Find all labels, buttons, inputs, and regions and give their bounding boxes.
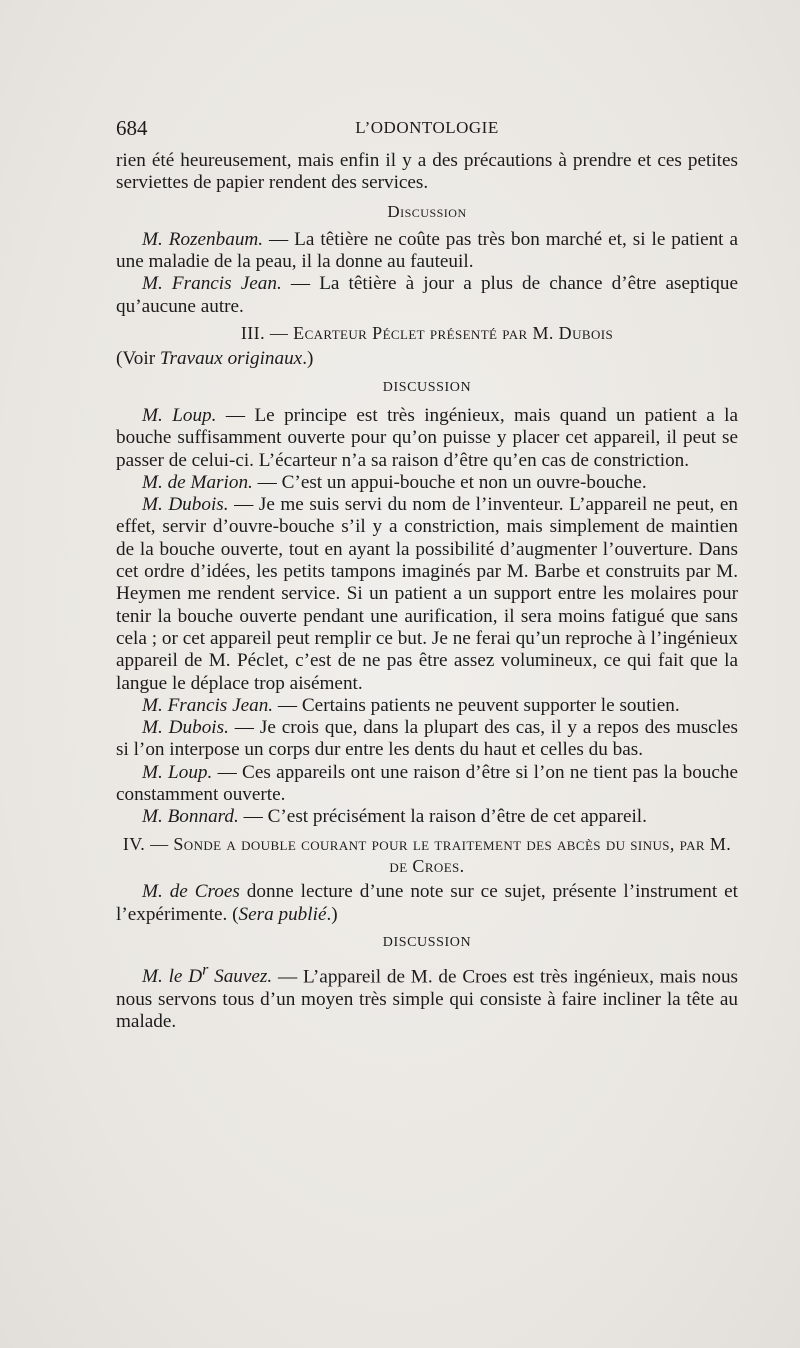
speaker-name: M. Dubois. (142, 494, 229, 516)
paragraph-text: .) (326, 903, 338, 925)
paragraph-italic: Sera publié (238, 903, 327, 925)
page-number: 684 (116, 116, 148, 140)
speaker-name: M. de Croes (142, 881, 240, 903)
journal-title: L’ODONTOLOGIE (355, 118, 499, 137)
section-title: III. — Ecarteur Péclet présenté par M. Dubois (240, 323, 614, 344)
paragraph-text: — Je crois que, dans la plupart des cas, il y a repos des muscles si l’on interpose un corps dur entre les dents du haut et celles du bas. (116, 717, 739, 761)
paragraph-text: — Le principe est très ingénieux, mais quand un patient a la bouche suffisamment ouverte pour qu’on puisse y placer cet appareil, il peut se passer de celui-ci. L’écarteur n’a sa raison d’être qu’en cas de constriction. (116, 404, 738, 471)
discussion-heading: Discussion (387, 201, 467, 221)
paragraph (116, 881, 738, 926)
paragraph (116, 472, 738, 494)
paragraph (116, 806, 738, 828)
speaker-name (142, 962, 273, 988)
speaker-name: M. Loup. (142, 761, 213, 783)
paragraph-text: — La têtière ne coûte pas très bon marché et, si le patient a une maladie de la peau, il la donne au fauteuil. (116, 228, 738, 273)
speaker-name: M. Francis Jean. (142, 273, 282, 295)
paragraph (116, 960, 738, 1033)
speaker-name: M. Bonnard. (142, 806, 239, 828)
reference-text: .) (302, 348, 314, 370)
paragraph (116, 229, 738, 274)
paragraph-continuation: rien été heureusement, mais enfin il y a des précautions à prendre et ces petites serviettes de papier rendent des services. (116, 150, 738, 194)
speaker-name: M. Loup. (142, 404, 217, 426)
speaker-name: M. Francis Jean. (142, 694, 274, 716)
speaker-name: M. Rozenbaum. (142, 228, 264, 250)
paragraph-text: — La têtière à jour a plus de chance d’être aseptique qu’aucune autre. (116, 273, 738, 317)
speaker-name: M. Dubois. (142, 717, 229, 739)
paragraph (116, 273, 738, 318)
paragraph (116, 494, 738, 695)
paragraph-text: — Ces appareils ont une raison d’être si l’on ne tient pas la bouche constamment ouverte. (116, 761, 739, 806)
speaker-title-superscript: r (202, 962, 209, 980)
speaker-name-part: M. le D (142, 966, 203, 988)
discussion-heading: DISCUSSION (382, 379, 472, 395)
paragraph-text: — C’est précisément la raison d’être de cet appareil. (238, 806, 647, 828)
paragraph-text: — C’est un appui-bouche et non un ouvre-bouche. (252, 471, 647, 493)
speaker-name-part: Sauvez. (208, 966, 273, 988)
paragraph-text: — Certains patients ne peuvent supporter le soutien. (273, 694, 680, 716)
paragraph (116, 717, 738, 762)
discussion-heading: DISCUSSION (382, 934, 472, 950)
speaker-name: M. de Marion. (142, 471, 253, 493)
reference-text: (Voir (116, 348, 160, 370)
reference-note (116, 348, 738, 370)
paragraph-text: — L’appareil de M. de Croes est très ingénieux, mais nous nous servons tous d’un moyen très simple qui consiste à faire incliner la tête au malade. (116, 966, 739, 1033)
reference-italic: Travaux originaux (159, 348, 303, 370)
paragraph-text: — Je me suis servi du nom de l’inventeur. L’appareil ne peut, en effet, servir d’ouvre-bouche s’il y a constriction, mais simplement de maintien de la bouche ouverte, tout en ayant la possibilité d’augmenter l’ouverture. Dans cet ordre d’idées, les petits tampons imaginés par M. Barbe et construits par M. Heymen me rendent service. Si un patient a un support entre les molaires pour tenir la bouche ouverte pendant une aurification, il sera moins fatigué que sans cela ; or cet appareil peut remplir ce but. Je ne ferai qu’un reproche à l’ingénieux appareil de M. Péclet, c’est de ne pas être assez volumineux, ce qui fait que la langue le déplace trop aisément. (116, 494, 738, 694)
body-text (116, 150, 738, 1033)
paragraph (116, 762, 738, 807)
paragraph (116, 405, 738, 472)
paragraph-text: donne lecture d’une note sur ce sujet, présente l’instrument et l’expérimente. ( (116, 881, 738, 925)
paragraph (116, 695, 738, 717)
running-head (116, 116, 738, 142)
section-title: IV. — Sonde a double courant pour le traitement des abcès du sinus, par M. de Croes. (122, 833, 732, 876)
